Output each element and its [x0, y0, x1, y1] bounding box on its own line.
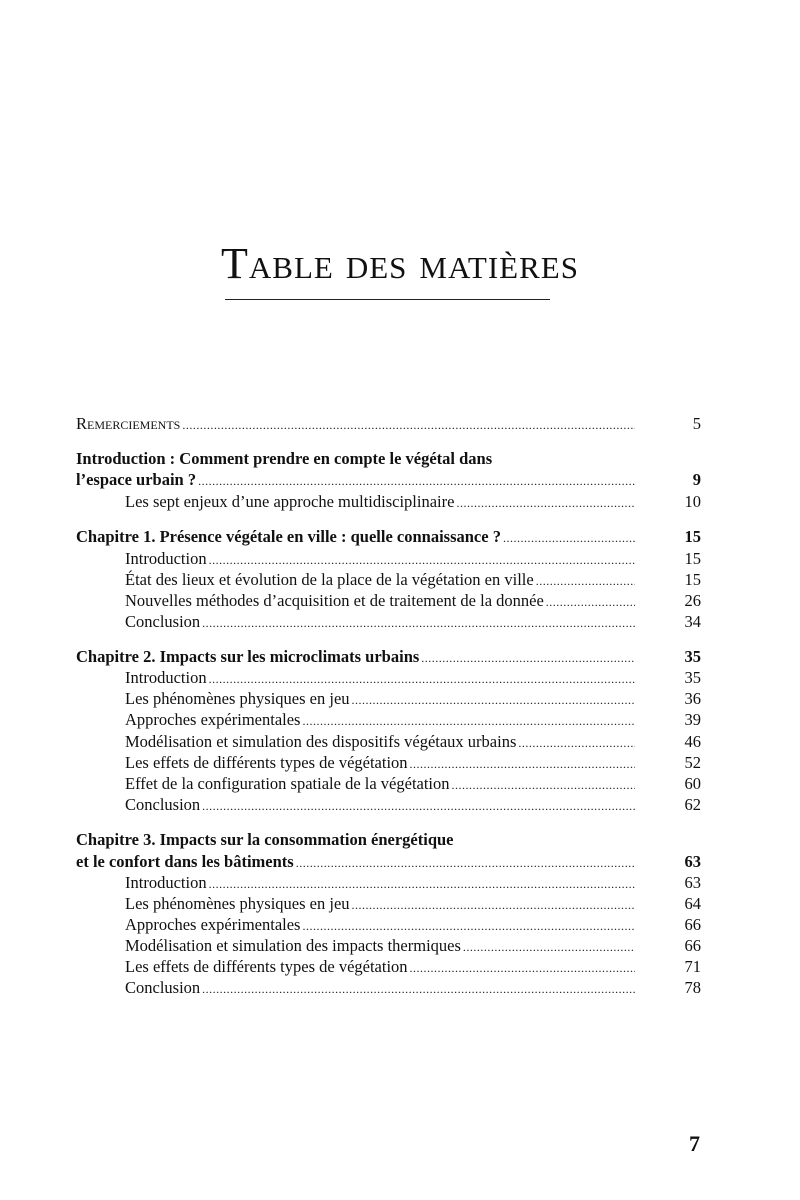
toc-entry-ch3-conclusion[interactable]: [125, 977, 701, 999]
toc-entry-remerciements[interactable]: [76, 413, 701, 435]
toc-page-number: 35: [684, 668, 701, 687]
toc-page-number: 60: [684, 774, 701, 793]
toc-page-number: 63: [684, 852, 701, 871]
dot-leader: [536, 570, 635, 592]
dot-leader: [296, 852, 635, 874]
toc-page-number: 34: [684, 612, 701, 631]
toc-page-number: 63: [684, 873, 701, 892]
toc-page-number: 78: [684, 978, 701, 997]
toc-entry-ch2-introduction[interactable]: [125, 667, 701, 689]
page-folio-number: 7: [689, 1131, 700, 1156]
page-title: Table des matières: [221, 239, 579, 288]
dot-leader: [202, 978, 635, 1000]
toc-page-number: 26: [684, 591, 701, 610]
toc-entry-intro-sub[interactable]: [125, 491, 701, 513]
toc-entry-label: Approches expérimentales: [125, 710, 301, 729]
dot-leader: [302, 710, 635, 732]
toc-page-number: 62: [684, 795, 701, 814]
dot-leader: [352, 894, 635, 916]
toc-page-number: 39: [684, 710, 701, 729]
toc-entry-label: Les phénomènes physiques en jeu: [125, 894, 350, 913]
toc-entry-label: Conclusion: [125, 795, 201, 814]
toc-page-number: 10: [684, 492, 701, 511]
dot-leader: [456, 492, 635, 514]
toc-intro-heading-line1: Introduction : Comment prendre en compte le végétal dans: [76, 449, 493, 468]
dot-leader: [546, 591, 635, 613]
toc-page-number: 52: [684, 753, 701, 772]
toc-entry-ch2-approches[interactable]: [125, 709, 701, 731]
toc-entry-label: et le confort dans les bâtiments: [76, 852, 294, 871]
dot-leader: [209, 549, 635, 571]
dot-leader: [503, 527, 635, 549]
dot-leader: [518, 732, 635, 754]
toc-entry-label: l’espace urbain ?: [76, 470, 197, 489]
toc-page-number: 35: [684, 647, 701, 666]
toc-page-number: 15: [684, 527, 701, 546]
toc-entry-label: État des lieux et évolution de la place de la végétation en ville: [125, 570, 534, 589]
toc-page-number: 36: [684, 689, 701, 708]
toc-entry-label: Modélisation et simulation des impacts thermiques: [125, 936, 461, 955]
dot-leader: [463, 936, 635, 958]
toc-entry-label: Remerciements: [76, 414, 181, 433]
dot-leader: [202, 795, 635, 817]
toc-entry-ch1-etat-des-lieux[interactable]: [125, 569, 701, 591]
toc-entry-label: Les effets de différents types de végétation: [125, 753, 408, 772]
toc-entry-label: Introduction: [125, 668, 207, 687]
toc-entry-ch3-effets[interactable]: [125, 956, 701, 978]
toc-entry-label: Approches expérimentales: [125, 915, 301, 934]
toc-page-number: 9: [692, 470, 701, 489]
toc-entry-chapitre-1[interactable]: [76, 526, 701, 548]
toc-entry-ch2-conclusion[interactable]: [125, 794, 701, 816]
dot-leader: [352, 689, 635, 711]
toc-entry-chapitre-3[interactable]: [76, 851, 701, 873]
toc-entry-label: Introduction: [125, 549, 207, 568]
dot-leader: [209, 873, 635, 895]
toc-page-number: 66: [684, 915, 701, 934]
toc-entry-label: Nouvelles méthodes d’acquisition et de traitement de la donnée: [125, 591, 544, 610]
dot-leader: [198, 470, 635, 492]
toc-entry-ch1-conclusion[interactable]: [125, 611, 701, 633]
dot-leader: [182, 414, 635, 436]
toc-entry-introduction[interactable]: [76, 469, 701, 491]
toc-entry-label: Les sept enjeux d’une approche multidisciplinaire: [125, 492, 455, 511]
dot-leader: [202, 612, 635, 634]
toc-entry-label: Chapitre 2. Impacts sur les microclimats urbains: [76, 647, 420, 666]
toc-entry-ch3-modelisation[interactable]: [125, 935, 701, 957]
toc-entry-label: Conclusion: [125, 978, 201, 997]
toc-entry-ch2-modelisation[interactable]: [125, 731, 701, 753]
toc-page-number: 15: [684, 549, 701, 568]
dot-leader: [452, 774, 635, 796]
toc-entry-ch1-nouvelles-methodes[interactable]: [125, 590, 701, 612]
toc-entry-label: Chapitre 1. Présence végétale en ville : quelle connaissance ?: [76, 527, 501, 546]
toc-entry-ch1-introduction[interactable]: [125, 548, 701, 570]
dot-leader: [302, 915, 635, 937]
toc-entry-label: Les phénomènes physiques en jeu: [125, 689, 350, 708]
toc-entry-ch3-introduction[interactable]: [125, 872, 701, 894]
toc-entry-ch3-phenomenes[interactable]: [125, 893, 701, 915]
toc-page-number: 66: [684, 936, 701, 955]
dot-leader: [410, 753, 635, 775]
toc-entry-label: Les effets de différents types de végétation: [125, 957, 408, 976]
toc-entry-label: Effet de la configuration spatiale de la végétation: [125, 774, 450, 793]
toc-entry-label: Introduction: [125, 873, 207, 892]
toc-entry-chapitre-2[interactable]: [76, 646, 701, 668]
toc-entry-ch3-approches[interactable]: [125, 914, 701, 936]
toc-entry-ch2-configuration[interactable]: [125, 773, 701, 795]
toc-entry-ch2-phenomenes[interactable]: [125, 688, 701, 710]
dot-leader: [421, 647, 635, 669]
toc-entry-label: Conclusion: [125, 612, 201, 631]
toc-ch3-heading-line1: Chapitre 3. Impacts sur la consommation énergétique: [76, 830, 454, 849]
toc-page-number: 71: [684, 957, 701, 976]
toc-page-number: 64: [684, 894, 701, 913]
toc-page-number: 15: [684, 570, 701, 589]
toc-page-number: 46: [684, 732, 701, 751]
dot-leader: [209, 668, 635, 690]
dot-leader: [410, 957, 635, 979]
toc-page-number: 5: [692, 414, 701, 433]
toc-entry-label: Modélisation et simulation des dispositifs végétaux urbains: [125, 732, 517, 751]
toc-entry-ch2-effets[interactable]: [125, 752, 701, 774]
